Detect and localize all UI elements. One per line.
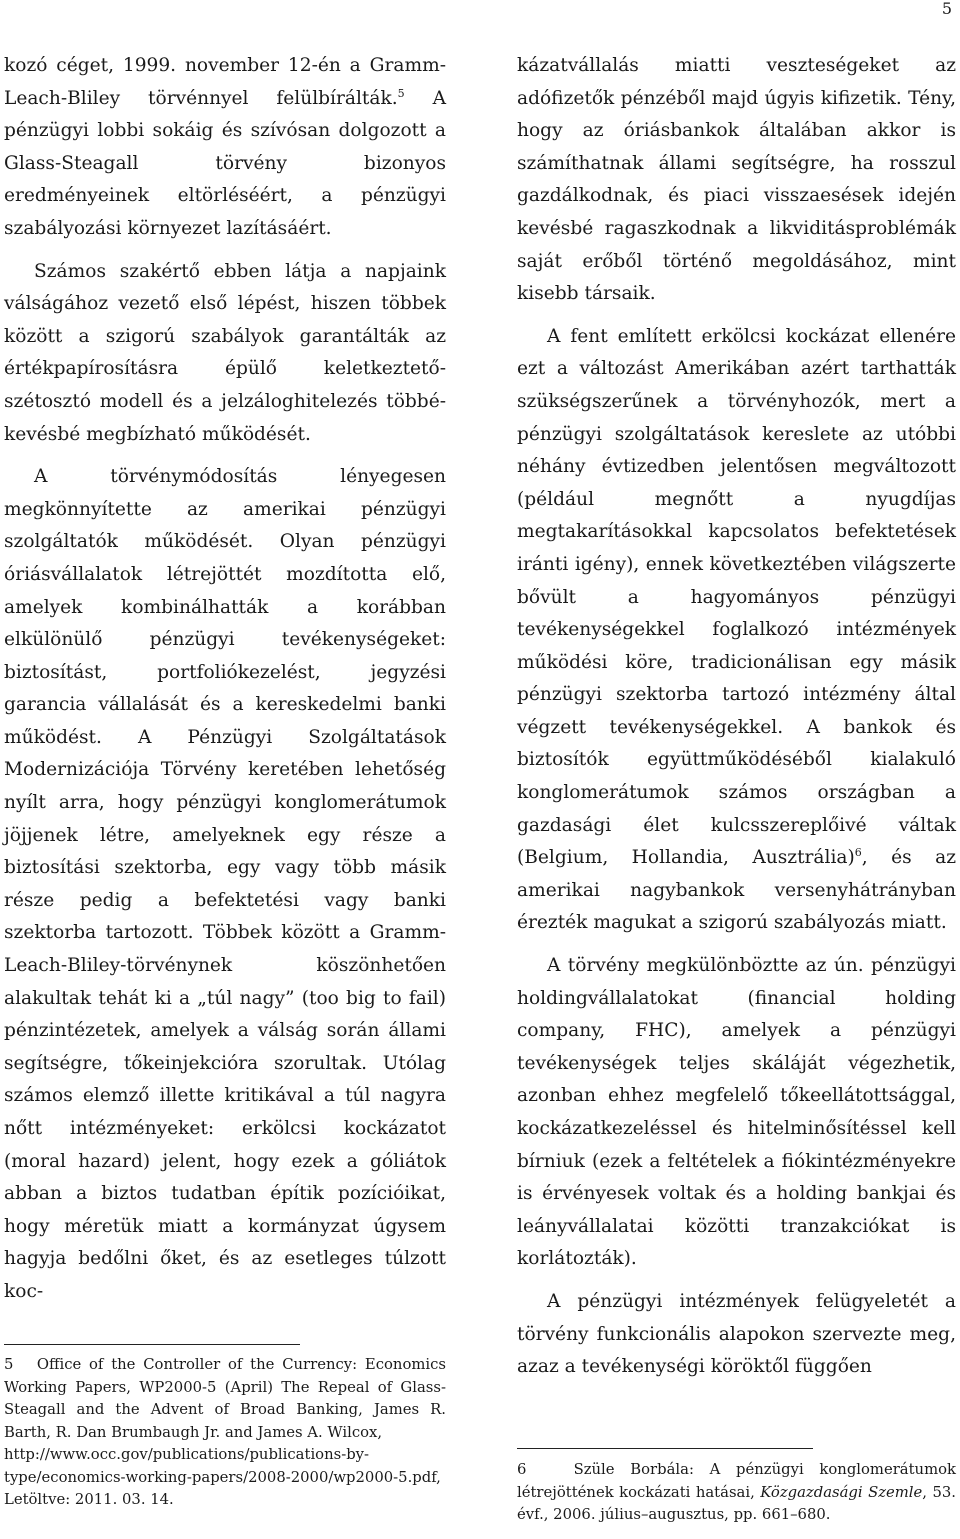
paragraph: A törvény megkülönböztte az ún. pénzügyi holdingvállalatokat (financial holding company, FHC), amelyek a pénzügyi tevékenységek teljes skáláját végezhetik, azonban ehhez megfelelő tőkeellátottsággal, kockázatkezeléssel és hitelminősítéssel kell bírniuk (ezek a feltételek a fiókintézményekre is érvényesek voltak és a holding bankjai és leányvállalatai közötti tranzakciókat is korlátozták).: [517, 955, 956, 1270]
footnote-number: 6: [517, 1461, 527, 1478]
paragraph: Számos szakértő ebben látja a napjaink válságához vezető első lépést, hiszen többek között a szigorú szabályok garantálták az értékpapírosításra épülő keletkeztető-szétosztó modell és a jelzáloghitelezés többé-kevésbé megbízható működését.: [4, 260, 446, 445]
footnote-ref-6[interactable]: 6: [854, 846, 862, 860]
footnote-5: [4, 1354, 446, 1512]
paragraph-text: A pénzügyi lobbi sokáig és szívósan dolgozott a Glass-Steagall törvény bizonyos eredményeinek eltörléséért, a pénzügyi szabályozási környezet lazításáért.: [4, 87, 447, 239]
footnote-link[interactable]: http://www.occ.gov/publications/publications-by-type/economics-working-papers/2008-2000/wp2000-5.pdf, Letöltve: 2011. 03. 14.: [4, 1446, 441, 1508]
paragraph: A pénzügyi intézmények felügyeletét a törvény funkcionális alapokon szervezte meg, azaz a tevékenységi köröktől függően: [517, 1290, 956, 1378]
paragraph: kázatvállalás miatti veszteségeket az adófizetők pénzéből majd úgyis kifizetik. Tény, hogy az óriásbankok általában akkor is számíthatnak állami segítségre, ha rosszul gazdálkodnak, és piaci visszaesések idején kevésbé ragaszkodnak a likviditásproblémák saját erőből történő megoldásához, mint kisebb társaik.: [517, 55, 956, 305]
footnote-text: [4, 1354, 446, 1444]
footnote-number: 5: [4, 1356, 14, 1373]
footnote-body: Office of the Controller of the Currency: Economics Working Papers, WP2000-5 (April) The Repeal of Glass-Steagall and the Advent of Broad Banking, James R. Barth, R. Dan Brumbaugh Jr. and James A. Wilcox,: [4, 1356, 446, 1441]
right-column: [517, 50, 956, 1384]
footnote-divider: [4, 1344, 300, 1345]
journal-title: Közgazdasági Szemle: [760, 1483, 923, 1501]
footnote-text: [517, 1459, 956, 1527]
footnote-body: Szüle Borbála: A pénzügyi konglomerátumok létrejöttének kockázati hatásai,: [517, 1461, 956, 1501]
paragraph-text: A fent említett erkölcsi kockázat ellenére ezt a változást Amerikában azért tarthatták szükségszerűnek a törvényhozók, mert a pénzügyi szolgáltatások kereslete az utóbbi néhány évtizedben jelentősen megváltozott (például megnőtt a nyugdíjas megtakarításokkal kapcsolatos befektetések iránti igény), ennek következtében világszerte bővült a hagyományos pénzügyi tevékenységekkel foglalkozó intézmények működési köre, tradicionálisan egy másik pénzügyi szektorba tartozó intézmény által végzett tevékenységekkel. A bankok és biztosítók együttműködéséből kialakuló konglomerátumok számos országban a gazdasági élet kulcsszereplőivé váltak (Belgium, Hollandia, Ausztrália): [517, 325, 956, 869]
paragraph-text: kozó céget, 1999. november 12-én a Gramm-Leach-Bliley törvénnyel felülbírálták.: [4, 55, 446, 109]
paragraph-text: , és az amerikai nagybankok versenyhátrányban érezték magukat a szigorú szabályozás miatt.: [517, 847, 956, 934]
page-number: 5: [941, 0, 952, 18]
footnote-divider: [517, 1448, 813, 1449]
paragraph: [4, 50, 446, 246]
footnote-ref-5[interactable]: 5: [397, 86, 405, 100]
footnote-body: , 53. évf., 2006. július–augusztus, pp. 661–680.: [517, 1483, 956, 1523]
footnote-6: [517, 1459, 956, 1527]
paragraph: A törvénymódosítás lényegesen megkönnyítette az amerikai pénzügyi szolgáltatók működését. Olyan pénzügyi óriásvállalatok létrejöttét mozdította elő, amelyek kombinálhatták a korábban elkülönülő pénzügyi tevékenységeket: biztosítást, portfoliókezelést, jegyzési garancia vállalását és a kereskedelmi banki működést. A Pénzügyi Szolgáltatások Modernizációja Törvény keretében lehetőség nyílt arra, hogy pénzügyi konglomerátumok jöjjenek létre, amelyeknek egy része a biztosítási szektorba, egy vagy több másik része pedig a befektetési vagy banki szektorba tartozott. Többek között a Gramm-Leach-Bliley-törvénynek köszönhetően alakultak tehát ki a „túl nagy” (too big to fail) pénzintézetek, amelyek a válság során állami segítségre, tőkeinjekcióra szorultak. Utólag számos elemző illette kritikával a túl nagyra nőtt intézményeket: erkölcsi kockázatot (moral hazard) jelent, hogy ezek a góliátok abban a biztos tudatban építik pozícióikat, hogy méretük miatt a kormányzat úgysem hagyja bedőlni őket, és az esetleges túlzott koc-: [4, 466, 446, 1302]
paragraph: [517, 321, 956, 940]
left-column: [4, 50, 446, 1309]
